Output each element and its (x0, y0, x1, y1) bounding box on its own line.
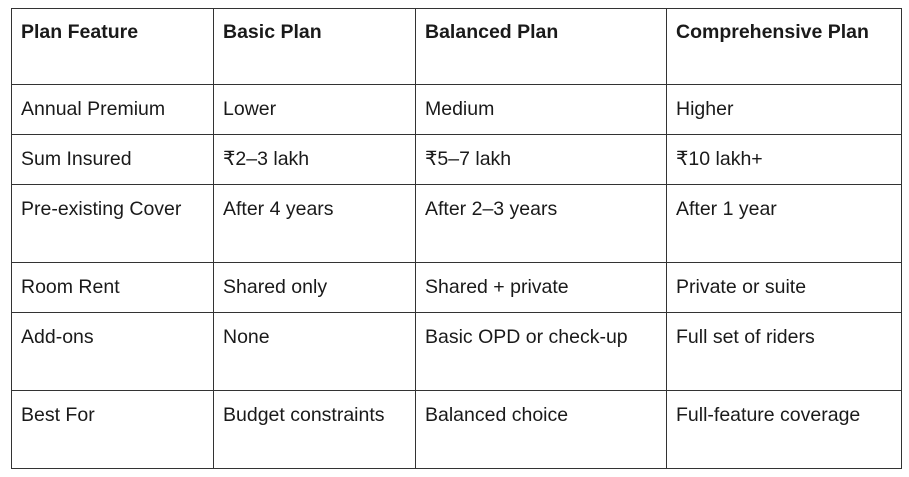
basic-plan-cell: Lower (214, 85, 416, 135)
balanced-plan-cell: ₹5–7 lakh (416, 135, 667, 185)
balanced-plan-cell: Shared + private (416, 263, 667, 313)
basic-plan-cell: None (214, 313, 416, 391)
comprehensive-plan-cell: Private or suite (667, 263, 902, 313)
feature-cell: Best For (12, 391, 214, 469)
balanced-plan-cell: Medium (416, 85, 667, 135)
table-row-sum-insured (12, 135, 902, 185)
basic-plan-cell: Shared only (214, 263, 416, 313)
feature-cell: Pre-existing Cover (12, 185, 214, 263)
comprehensive-plan-cell: Full-feature coverage (667, 391, 902, 469)
comprehensive-plan-cell: ₹10 lakh+ (667, 135, 902, 185)
balanced-plan-cell: Basic OPD or check-up (416, 313, 667, 391)
feature-cell: Add-ons (12, 313, 214, 391)
header-balanced-plan: Balanced Plan (416, 9, 667, 85)
table-row-add-ons (12, 313, 902, 391)
basic-plan-cell: Budget constraints (214, 391, 416, 469)
feature-cell: Room Rent (12, 263, 214, 313)
feature-cell: Annual Premium (12, 85, 214, 135)
basic-plan-cell: ₹2–3 lakh (214, 135, 416, 185)
table-row-best-for (12, 391, 902, 469)
basic-plan-cell: After 4 years (214, 185, 416, 263)
header-comprehensive-plan: Comprehensive Plan (667, 9, 902, 85)
plan-comparison-table (11, 8, 902, 469)
table-row-room-rent (12, 263, 902, 313)
comprehensive-plan-cell: Higher (667, 85, 902, 135)
feature-cell: Sum Insured (12, 135, 214, 185)
table-header-row (12, 9, 902, 85)
balanced-plan-cell: After 2–3 years (416, 185, 667, 263)
comprehensive-plan-cell: After 1 year (667, 185, 902, 263)
plan-comparison-table-container (11, 8, 902, 469)
table-row-pre-existing-cover (12, 185, 902, 263)
header-basic-plan: Basic Plan (214, 9, 416, 85)
table-row-annual-premium (12, 85, 902, 135)
balanced-plan-cell: Balanced choice (416, 391, 667, 469)
comprehensive-plan-cell: Full set of riders (667, 313, 902, 391)
header-plan-feature: Plan Feature (12, 9, 214, 85)
